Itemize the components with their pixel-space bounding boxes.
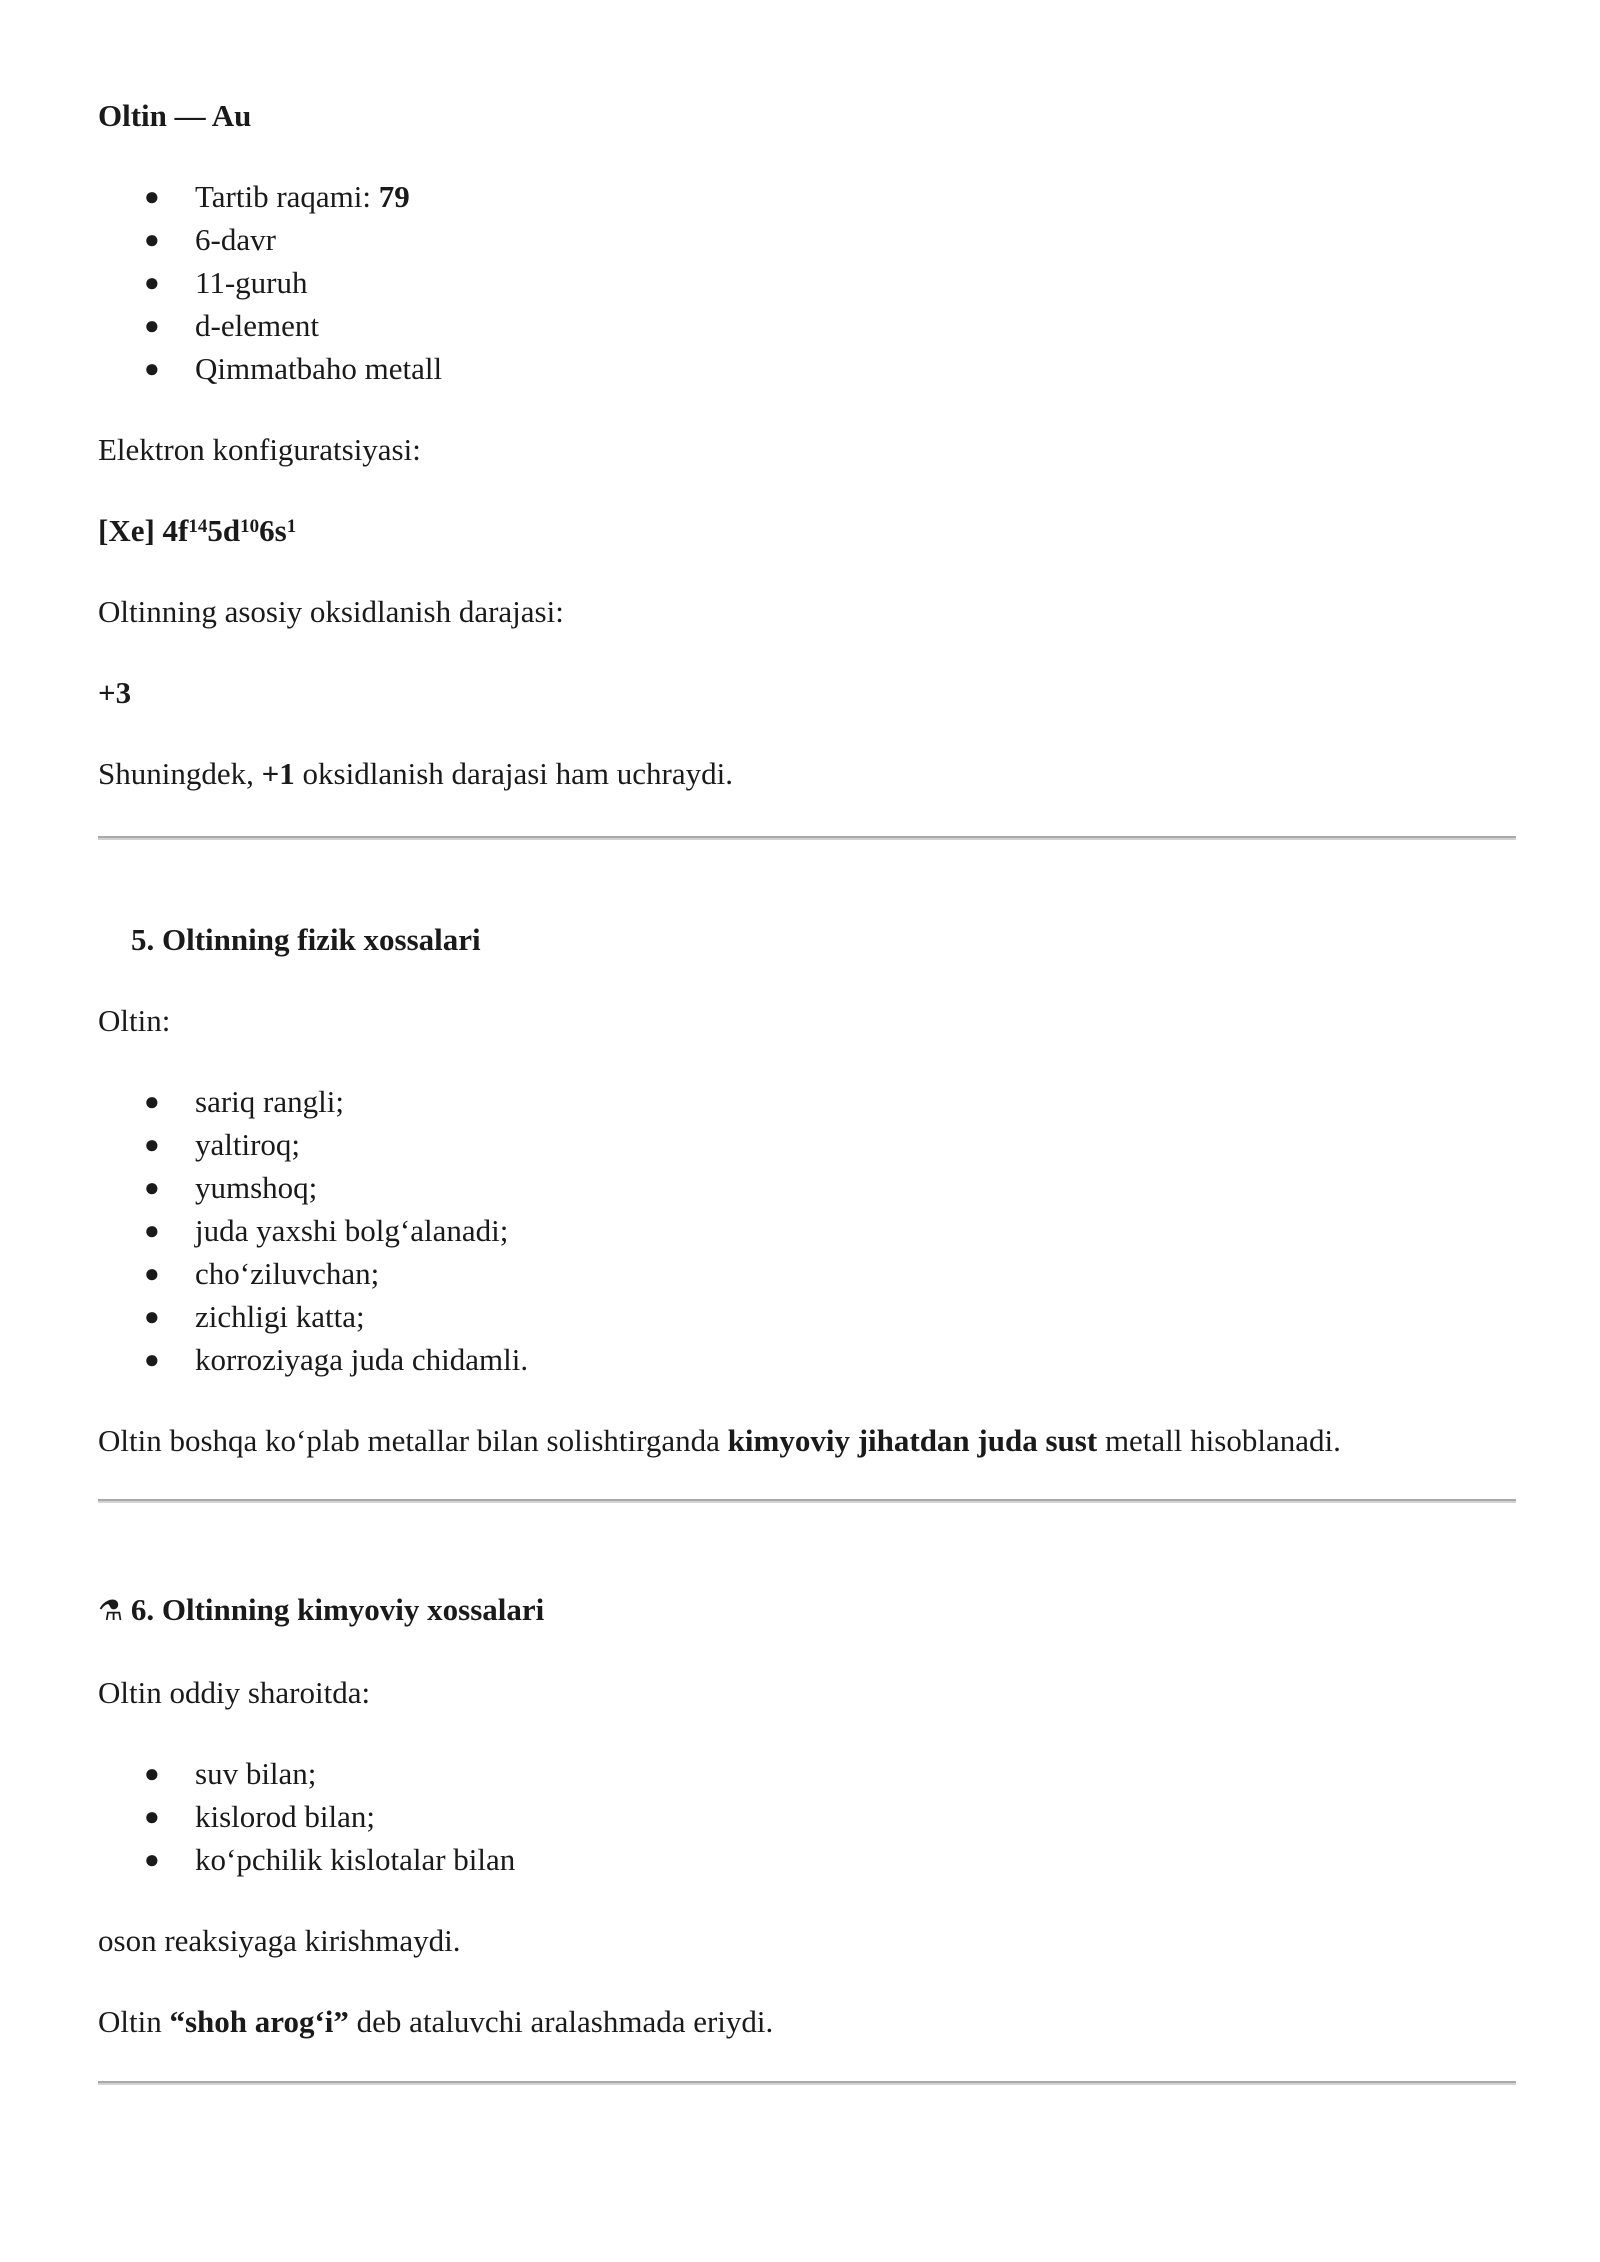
bullet-icon: ●: [144, 354, 160, 383]
oxidation-note: Shuningdek, +1 oksidlanish darajasi ham uchraydi.: [98, 756, 733, 791]
section-intro: Oltin oddiy sharoitda:: [98, 1675, 371, 1710]
element-heading: Oltin — Au: [98, 98, 252, 133]
aqua-regia-text: Oltin “shoh arog‘i” deb ataluvchi aralashmada eriydi.: [98, 2004, 774, 2039]
section-title: 5. Oltinning fizik xossalari: [131, 922, 481, 957]
bullet-icon: ●: [144, 1845, 160, 1874]
bullet-icon: ●: [144, 182, 160, 211]
bullet-icon: ●: [144, 1087, 160, 1116]
section-intro: Oltin:: [98, 1003, 171, 1038]
section-summary: Oltin boshqa ko‘plab metallar bilan solishtirganda kimyoviy jihatdan juda sust metall hisoblanadi.: [98, 1423, 1341, 1458]
bullet-icon: ●: [144, 225, 160, 254]
oxidation-label: Oltinning asosiy oksidlanish darajasi:: [98, 594, 564, 629]
bullet-icon: ●: [144, 1802, 160, 1831]
config-label: Elektron konfiguratsiyasi:: [98, 432, 421, 467]
bullet-icon: ●: [144, 1302, 160, 1331]
bullet-icon: ●: [144, 1173, 160, 1202]
horizontal-rule: [98, 836, 1516, 840]
horizontal-rule: [98, 1499, 1516, 1503]
bullet-icon: ●: [144, 1345, 160, 1374]
bullet-icon: ●: [144, 1759, 160, 1788]
section-title: ⚗ 6. Oltinning kimyoviy xossalari: [98, 1592, 545, 1627]
oxidation-value: +3: [98, 675, 132, 710]
after-list-text: oson reaksiyaga kirishmaydi.: [98, 1923, 461, 1958]
bullet-icon: ●: [144, 1130, 160, 1159]
electron-configuration: [Xe] $4f^{14}5d^{10}6s^1$: [98, 513, 297, 548]
bullet-icon: ●: [144, 1216, 160, 1245]
bullet-icon: ●: [144, 268, 160, 297]
flask-icon: ⚗: [98, 1594, 124, 1627]
bullet-icon: ●: [144, 311, 160, 340]
bullet-icon: ●: [144, 1259, 160, 1288]
horizontal-rule: [98, 2081, 1516, 2085]
